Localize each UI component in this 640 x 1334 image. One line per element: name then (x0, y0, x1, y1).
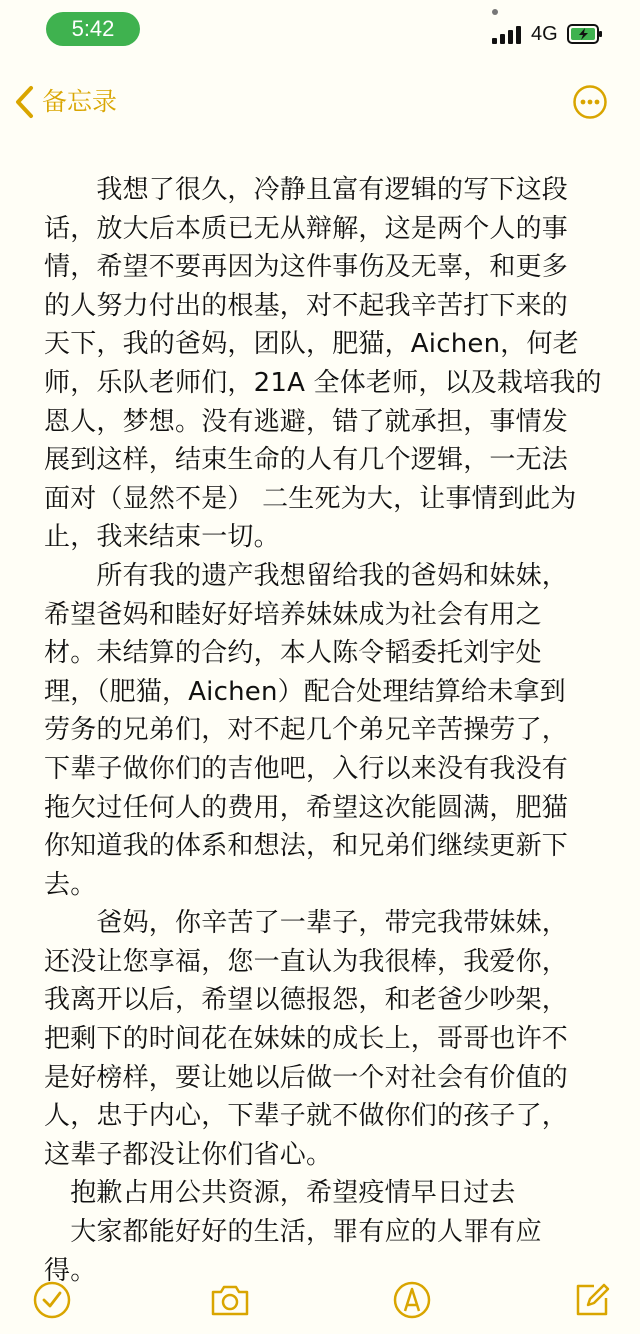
note-line: 天下，我的爸妈，团队，肥猫，Aichen，何老 (44, 329, 579, 360)
note-line: 劳务的兄弟们，对不起几个弟兄辛苦操劳了， (44, 715, 569, 746)
note-line: 话，放大后本质已无从辩解，这是两个人的事 (44, 213, 569, 244)
note-line: 展到这样，结束生命的人有几个逻辑，一无法 (44, 445, 569, 476)
note-line: 下辈子做你们的吉他吧，入行以来没有我没有 (44, 753, 569, 784)
note-line: 还没让您享福，您一直认为我很棒，我爱你， (44, 946, 569, 977)
status-dot-indicator (492, 9, 498, 15)
note-line: 爸妈，你辛苦了一辈子，带完我带妹妹， (44, 908, 569, 939)
battery-charging-icon (567, 24, 603, 44)
note-line: 得。 (44, 1255, 97, 1286)
more-ellipsis-icon[interactable] (572, 84, 608, 120)
status-time: 5:42 (46, 12, 140, 46)
note-line: 人，忠于内心，下辈子就不做你们的孩子了， (44, 1101, 569, 1132)
chevron-left-icon (14, 85, 36, 119)
note-line: 拖欠过任何人的费用，希望这次能圆满，肥猫 (44, 792, 569, 823)
bottom-toolbar (0, 1270, 640, 1334)
back-button[interactable] (14, 80, 117, 124)
nav-bar (0, 70, 640, 134)
camera-icon[interactable] (208, 1278, 252, 1322)
note-line: 希望爸妈和睦好好培养妹妹成为社会有用之 (44, 599, 542, 630)
note-line: 大家都能好好的生活，罪有应的人罪有应 (44, 1217, 542, 1248)
note-line: 所有我的遗产我想留给我的爸妈和妹妹， (44, 560, 569, 591)
note-line: 止，我来结束一切。 (44, 522, 280, 553)
network-type: 4G (531, 23, 558, 45)
note-line: 你知道我的体系和想法，和兄弟们继续更新下 (44, 831, 569, 862)
note-line: 把剩下的时间花在妹妹的成长上，哥哥也许不 (44, 1024, 569, 1055)
note-line: 材。未结算的合约，本人陈令韬委托刘宇处 (44, 638, 542, 669)
note-line: 面对（显然不是） 二生死为大，让事情到此为 (44, 483, 577, 514)
checkmark-circle-icon[interactable] (30, 1278, 74, 1322)
note-line: 去。 (44, 869, 97, 900)
note-line: 的人努力付出的根基，对不起我辛苦打下来的 (44, 290, 569, 321)
note-line: 我离开以后，希望以德报怨，和老爸少吵架， (44, 985, 569, 1016)
note-line: 我想了很久，冷静且富有逻辑的写下这段 (44, 175, 569, 205)
note-line: 师，乐队老师们，21A 全体老师，以及栽培我的 (44, 367, 602, 398)
note-line: 恩人，梦想。没有逃避，错了就承担，事情发 (44, 406, 569, 437)
note-body[interactable] (44, 171, 604, 1290)
note-line: 抱歉占用公共资源，希望疫情早日过去 (44, 1178, 516, 1209)
back-label: 备忘录 (42, 87, 118, 116)
pen-circle-icon[interactable] (390, 1278, 434, 1322)
signal-strength-icon (492, 26, 522, 44)
compose-icon[interactable] (570, 1278, 614, 1322)
note-line: 情，希望不要再因为这件事伤及无辜，和更多 (44, 252, 569, 283)
status-bar (0, 0, 640, 60)
note-line: 是好榜样，要让她以后做一个对社会有价值的 (44, 1062, 569, 1093)
note-line: 这辈子都没让你们省心。 (44, 1139, 333, 1170)
note-line: 理，（肥猫，Aichen）配合处理结算给未拿到 (44, 676, 566, 707)
